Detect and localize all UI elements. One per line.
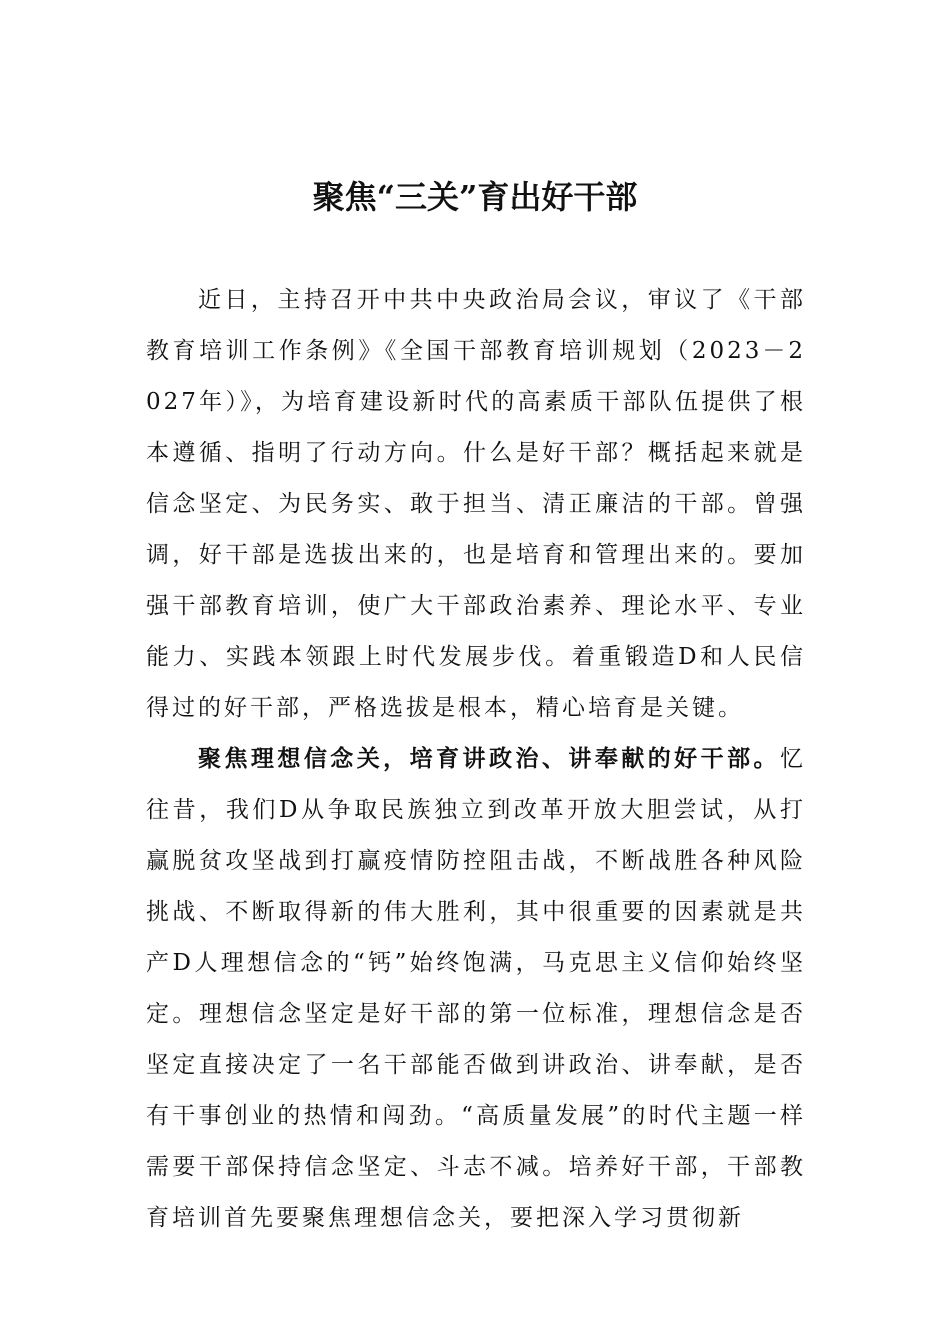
document-title: 聚焦“三关”育出好干部 (312, 178, 638, 216)
paragraph-intro (146, 275, 806, 734)
document-body (146, 275, 806, 1244)
paragraph-intro-text: 近日，主持召开中共中央政治局会议，审议了《干部教育培训工作条例》《全国干部教育培训规划（2023－2027年）》，为培育建设新时代的高素质干部队伍提供了根本遵循、指明了行动方向。什么是好干部？概括起来就是信念坚定、为民务实、敢于担当、清正廉洁的干部。曾强调，好干部是选拔出来的，也是培育和管理出来的。要加强干部教育培训，使广大干部政治素养、理论水平、专业能力、实践本领跟上时代发展步伐。着重锻造D和人民信得过的好干部，严格选拔是根本，精心培育是关键。 (146, 287, 806, 721)
paragraph-ideals (146, 734, 806, 1244)
paragraph-ideals-lead: 聚焦理想信念关，培育讲政治、讲奉献的好干部。 (198, 746, 780, 772)
paragraph-ideals-text: 忆往昔，我们D从争取民族独立到改革开放大胆尝试，从打赢脱贫攻坚战到打赢疫情防控阻击战，不断战胜各种风险挑战、不断取得新的伟大胜利，其中很重要的因素就是共产D人理想信念的“钙”始终饱满，马克思主义信仰始终坚定。理想信念坚定是好干部的第一位标准，理想信念是否坚定直接决定了一名干部能否做到讲政治、讲奉献，是否有干事创业的热情和闯劲。“高质量发展”的时代主题一样需要干部保持信念坚定、斗志不减。培养好干部，干部教育培训首先要聚焦理想信念关，要把深入学习贯彻新 (146, 746, 806, 1231)
